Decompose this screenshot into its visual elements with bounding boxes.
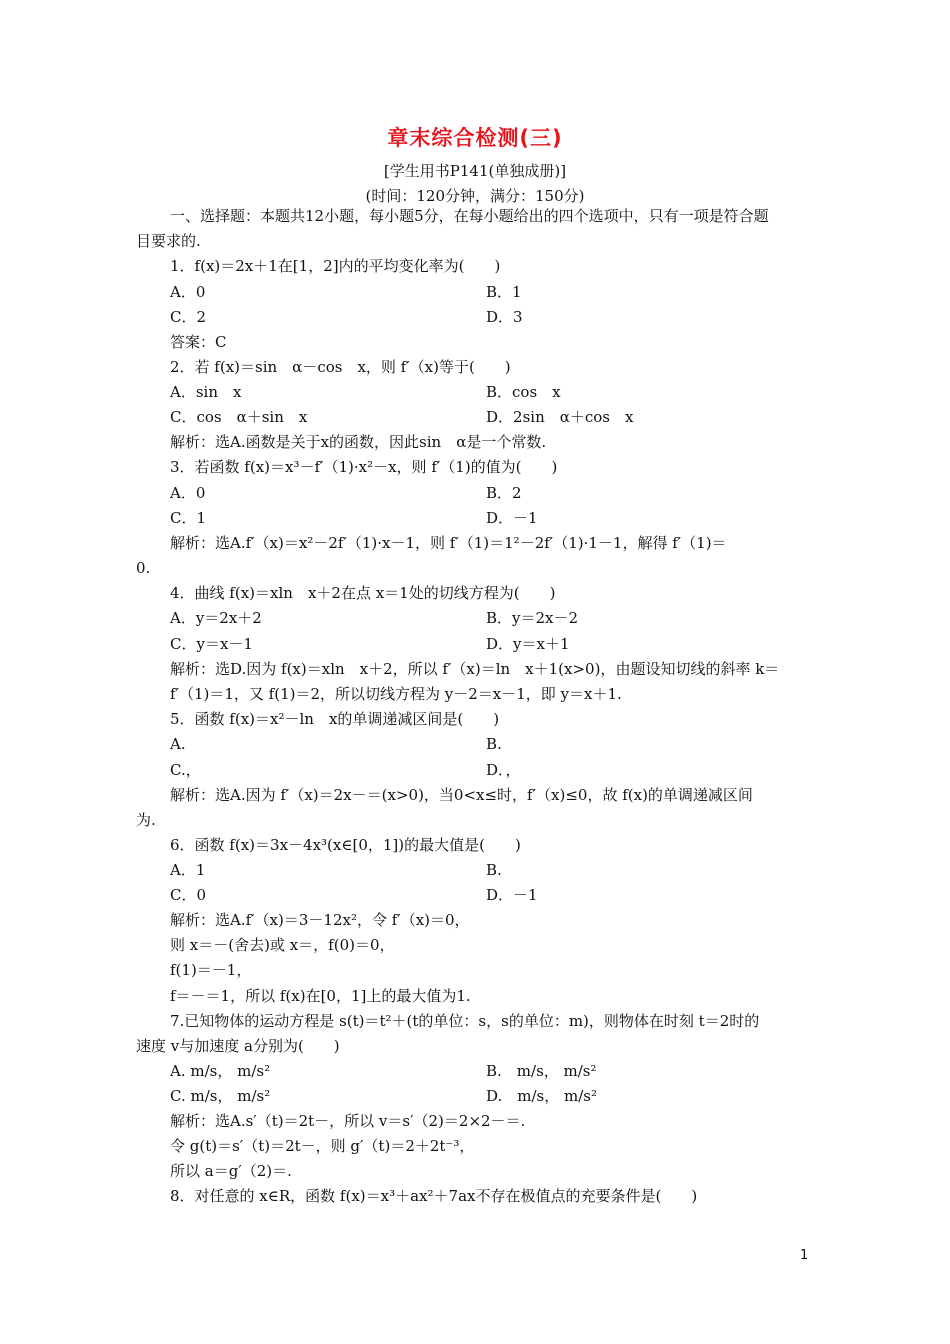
analysis-line: 解析：选A.f′（x)＝x²－2f′（1)·x－1，则 f′（1)＝1²－2f′（1)·1－1，解得 f′（1)＝ <box>170 534 727 552</box>
option-line: A．y＝2x＋2 <box>170 609 262 627</box>
exam-meta: (时间：120分钟，满分：150分) <box>365 187 585 205</box>
option-line: B．1 <box>486 283 522 301</box>
question-line: 4．曲线 f(x)＝xln x＋2在点 x＝1处的切线方程为( ) <box>170 584 556 602</box>
analysis-line: 解析：选A.函数是关于x的函数，因此sin α是一个常数. <box>170 433 547 451</box>
option-line: C．1 <box>170 509 207 527</box>
analysis-line: f＝－＝1，所以 f(x)在[0，1]上的最大值为1. <box>170 987 471 1005</box>
option-line: A．1 <box>170 861 206 879</box>
analysis-line: 令 g(t)＝s′（t)＝2t－，则 g′（t)＝2＋2t⁻³， <box>170 1137 475 1155</box>
question-line: 3．若函数 f(x)＝x³－f′（1)·x²－x，则 f′（1)的值为( ) <box>170 458 558 476</box>
analysis-line: 则 x＝－(舍去)或 x＝，f(0)＝0， <box>170 936 395 954</box>
option-line: D．y＝x＋1 <box>486 635 570 653</box>
option-line: C.， <box>170 761 201 779</box>
analysis-line: f(1)＝－1， <box>170 961 252 979</box>
text-line: 目要求的. <box>136 232 201 250</box>
option-line: B．cos x <box>486 383 561 401</box>
question-line: 2．若 f(x)＝sin α－cos x，则 f′（x)等于( ) <box>170 358 511 376</box>
option-line: A．sin x <box>170 383 242 401</box>
question-line: 5．函数 f(x)＝x²－ln x的单调递减区间是( ) <box>170 710 500 728</box>
option-line: D．－1 <box>486 886 538 904</box>
option-line: B. <box>486 735 502 753</box>
option-line: D. m/s， m/s² <box>486 1087 597 1105</box>
analysis-line: 解析：选A.s′（t)＝2t－，所以 v＝s′（2)＝2×2－＝. <box>170 1112 526 1130</box>
option-line: A. <box>170 735 186 753</box>
question-line: 7.已知物体的运动方程是 s(t)＝t²＋(t的单位：s，s的单位：m)，则物体在时刻 t＝2时的 <box>170 1012 760 1030</box>
option-line: D．3 <box>486 308 523 326</box>
analysis-line: 所以 a＝g′（2)＝. <box>170 1162 292 1180</box>
analysis-line: 为. <box>136 811 156 829</box>
analysis-line: 解析：选D.因为 f(x)＝xln x＋2，所以 f′（x)＝ln x＋1(x>0)，由题设知切线的斜率 k＝ <box>170 660 780 678</box>
option-line: D．－1 <box>486 509 538 527</box>
option-line: D．2sin α＋cos x <box>486 408 634 426</box>
analysis-line: f′（1)＝1，又 f(1)＝2，所以切线方程为 y－2＝x－1，即 y＝x＋1. <box>170 685 622 703</box>
option-line: B. <box>486 861 502 879</box>
option-line: C．2 <box>170 308 207 326</box>
option-line: A．0 <box>170 283 206 301</box>
option-line: B. m/s， m/s² <box>486 1062 597 1080</box>
question-line: 速度 v与加速度 a分别为( ) <box>136 1037 340 1055</box>
option-line: C．0 <box>170 886 207 904</box>
question-line: 8．对任意的 x∈R，函数 f(x)＝x³＋ax²＋7ax不存在极值点的充要条件是( ) <box>170 1187 698 1205</box>
option-line: A．0 <box>170 484 206 502</box>
text-line: 一、选择题：本题共12小题，每小题5分，在每小题给出的四个选项中，只有一项是符合题 <box>170 207 769 225</box>
analysis-line: 解析：选A.因为 f′（x)＝2x－＝(x>0)，当0<x≤时，f′（x)≤0，故 f(x)的单调递减区间 <box>170 786 753 804</box>
option-line: A. m/s， m/s² <box>170 1062 271 1080</box>
document-subtitle: [学生用书P141(单独成册)] <box>383 162 567 180</box>
option-line: C. m/s， m/s² <box>170 1087 271 1105</box>
option-line: C．y＝x－1 <box>170 635 253 653</box>
option-line: B．y＝2x－2 <box>486 609 579 627</box>
answer-line: 答案：C <box>170 333 227 351</box>
page-number: 1 <box>800 1248 809 1263</box>
analysis-line: 解析：选A.f′（x)＝3－12x²，令 f′（x)＝0， <box>170 911 470 929</box>
document-title: 章末综合检测(三) <box>387 126 563 150</box>
question-line: 6．函数 f(x)＝3x－4x³(x∈[0，1])的最大值是( ) <box>170 836 521 854</box>
option-line: B．2 <box>486 484 522 502</box>
option-line: D．， <box>486 761 521 779</box>
question-line: 1．f(x)＝2x＋1在[1，2]内的平均变化率为( ) <box>170 257 501 275</box>
analysis-line: 0. <box>136 559 151 577</box>
option-line: C．cos α＋sin x <box>170 408 308 426</box>
